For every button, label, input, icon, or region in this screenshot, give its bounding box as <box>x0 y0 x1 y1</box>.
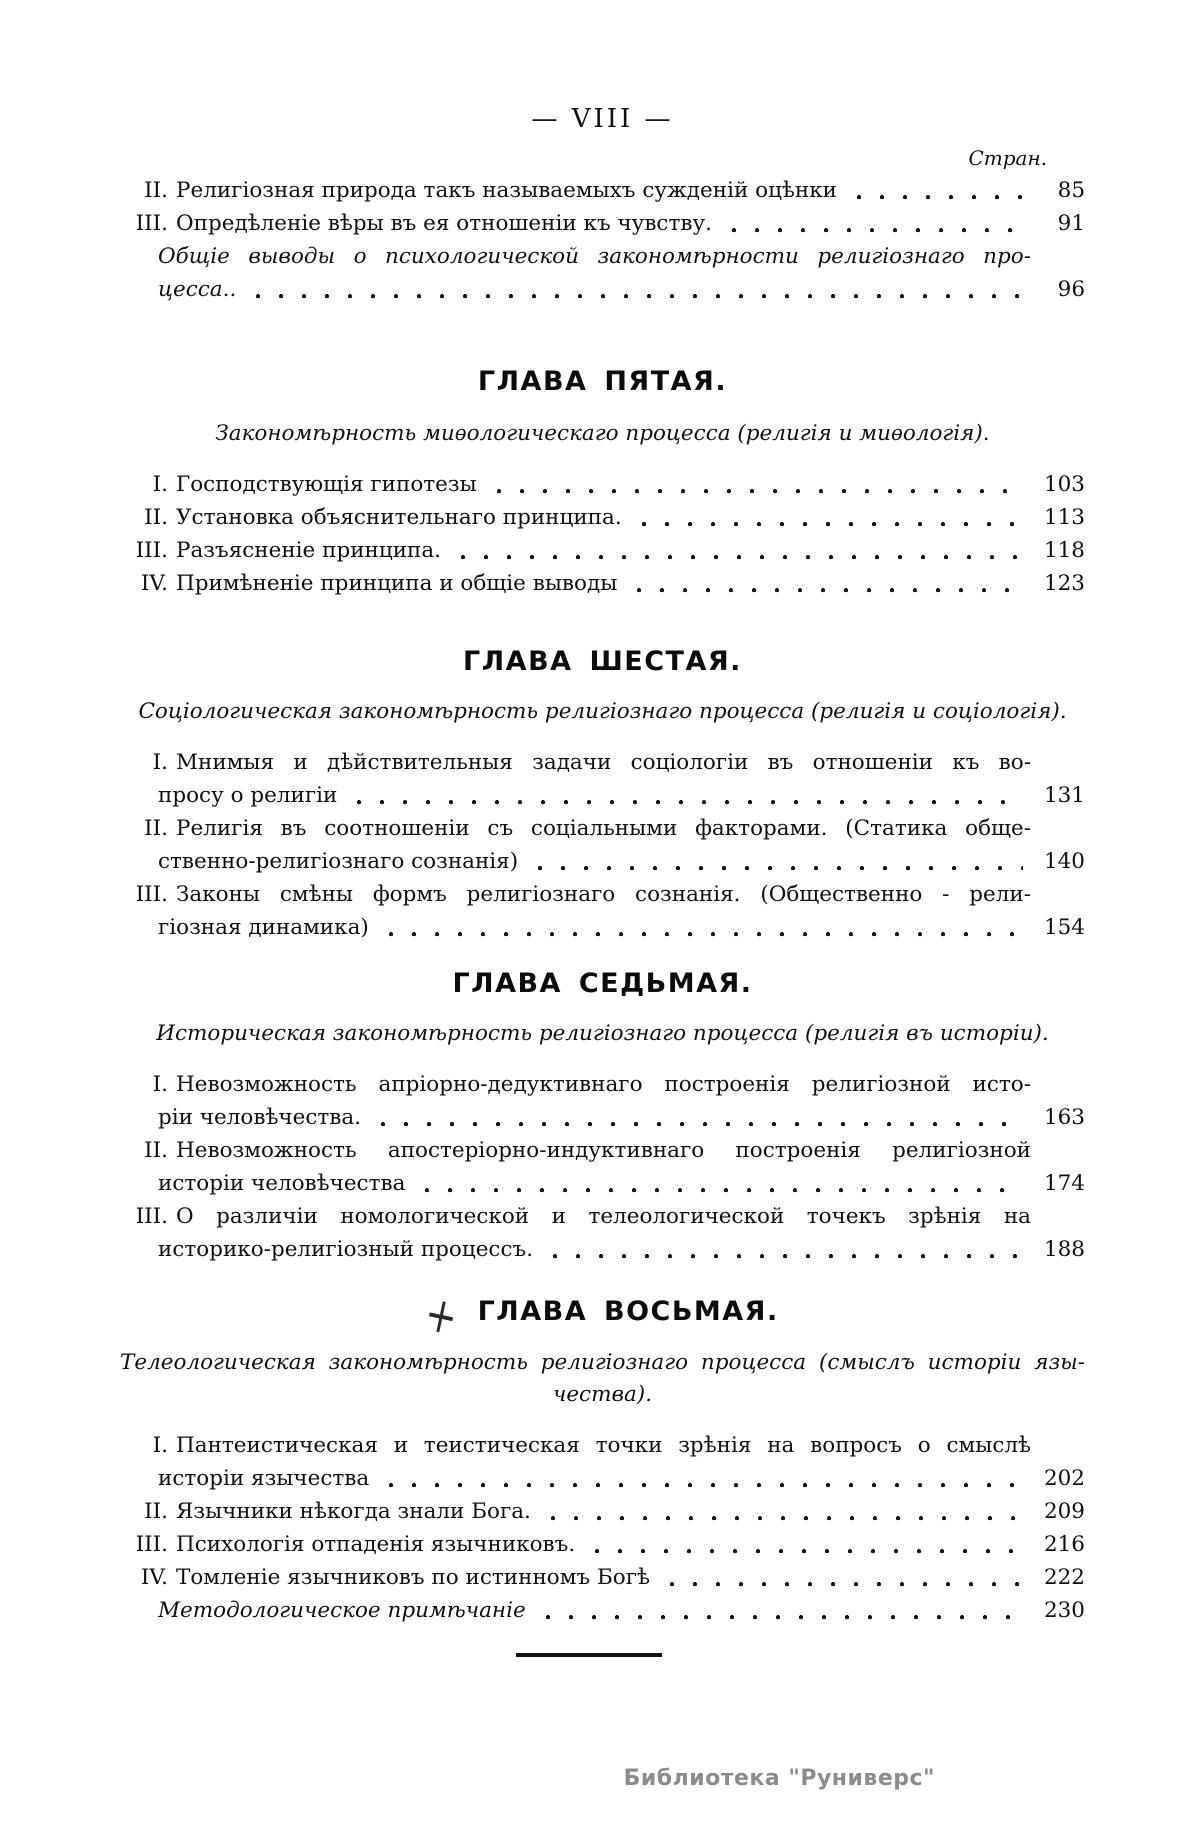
toc-entry <box>120 240 1085 273</box>
chapter-heading: ГЛАВА СЕДЬМАЯ. <box>452 968 753 999</box>
dot-leader <box>660 1561 1023 1594</box>
toc-entry-continuation <box>120 779 1085 812</box>
entry-text: Установка объяснительнаго принципа. <box>176 505 622 530</box>
entry-text: Методологическое примѣчаніе <box>158 1598 526 1623</box>
chapter-subtitle <box>120 1347 1085 1411</box>
entry-text: Язычники нѣкогда знали Бога. <box>176 1499 531 1524</box>
chapter-heading: ГЛАВА ШЕСТАЯ. <box>463 646 742 677</box>
entry-text: цесса.. <box>158 277 237 302</box>
chapter-section <box>120 364 1085 600</box>
chapter-subtitle-line: Телеологическая закономѣрность религіознаго процесса (смыслъ исторіи язы- <box>120 1350 1085 1375</box>
chapter-heading-row <box>120 1284 1085 1347</box>
entry-page-number: 222 <box>1043 1565 1085 1590</box>
entry-page-number: 154 <box>1043 915 1085 940</box>
entry-text: гіозная динамика) <box>158 915 369 940</box>
entry-page-number: 113 <box>1043 505 1085 530</box>
dot-leader <box>543 1233 1023 1266</box>
toc-entry <box>120 878 1085 911</box>
section-divider <box>516 1653 662 1657</box>
dot-leader <box>847 174 1023 207</box>
toc-entry <box>120 1594 1085 1627</box>
entry-numeral: IV. <box>140 1565 168 1590</box>
entry-numeral: III. <box>135 211 168 236</box>
page-number-roman: — VIII — <box>531 104 674 134</box>
entry-text: Господствующія гипотезы <box>176 472 477 497</box>
dot-leader <box>246 273 1023 306</box>
toc-intro-section <box>120 174 1085 306</box>
entry-text: Невозможность апріорно-дедуктивнаго построенія религіозной исто- <box>176 1072 1031 1097</box>
dot-leader <box>632 501 1023 534</box>
entry-page-number: 174 <box>1043 1171 1085 1196</box>
toc-entry <box>120 567 1085 600</box>
toc-entry <box>120 534 1085 567</box>
toc-entry <box>120 746 1085 779</box>
entry-numeral: III. <box>135 882 168 907</box>
dot-leader <box>528 845 1023 878</box>
entry-text: Мнимыя и дѣйствительныя задачи соціологіи въ отношеніи къ во- <box>176 750 1031 775</box>
toc-entry <box>120 468 1085 501</box>
toc-entry <box>120 1429 1085 1462</box>
entry-numeral: I. <box>152 472 168 497</box>
entry-text: О различіи номологической и телеологической точекъ зрѣнія на <box>176 1204 1031 1229</box>
chapter-entries <box>120 1068 1085 1266</box>
chapter-subtitle-line: чества). <box>552 1382 653 1407</box>
entry-page-number: 131 <box>1043 783 1085 808</box>
entry-numeral: II. <box>144 505 168 530</box>
entry-page-number: 123 <box>1043 571 1085 596</box>
dot-leader <box>379 1462 1023 1495</box>
library-watermark: Библиотека "Руниверс" <box>623 1766 935 1791</box>
entry-page-number: 202 <box>1043 1466 1085 1491</box>
dot-leader <box>541 1495 1023 1528</box>
toc-entry-continuation <box>120 1462 1085 1495</box>
chapter-subtitle: Закономѣрность миѳологическаго процесса (религія и миѳологія). <box>215 421 990 446</box>
chapter-entries <box>120 468 1085 600</box>
entry-numeral: III. <box>135 538 168 563</box>
toc-entry <box>120 1561 1085 1594</box>
chapter-section <box>120 966 1085 1266</box>
toc-entry <box>120 1528 1085 1561</box>
page-column-label: Стран. <box>968 146 1047 170</box>
chapter-heading: ГЛАВА ПЯТАЯ. <box>477 366 728 397</box>
toc-entry-continuation <box>120 1101 1085 1134</box>
chapter-subtitle: Соціологическая закономѣрность религіознаго процесса (религія и соціологія). <box>138 699 1067 724</box>
chapter-entries <box>120 1429 1085 1627</box>
pencil-cross-mark: + <box>420 1284 465 1347</box>
entry-text: Общіе выводы о психологической закономѣрности религіознаго про- <box>158 244 1031 269</box>
entry-text: Законы смѣны формъ религіознаго сознанія. (Общественно - рели- <box>176 882 1031 907</box>
entry-page-number: 188 <box>1043 1237 1085 1262</box>
entry-text: Психологія отпаденія язычниковъ. <box>176 1532 576 1557</box>
dot-leader <box>379 911 1023 944</box>
entry-text: Томленіе язычниковъ по истинномъ Богѣ <box>176 1565 650 1590</box>
entry-text: Пантеистическая и теистическая точки зрѣнія на вопросъ о смыслѣ <box>176 1433 1031 1458</box>
entry-page-number: 163 <box>1043 1105 1085 1130</box>
entry-numeral: II. <box>144 1138 168 1163</box>
toc-entry <box>120 207 1085 240</box>
dot-leader <box>722 207 1023 240</box>
dot-leader <box>451 534 1023 567</box>
dot-leader <box>487 468 1023 501</box>
entry-numeral: II. <box>144 178 168 203</box>
entry-text: историко-религіозный процессъ. <box>158 1237 534 1262</box>
entry-numeral: II. <box>144 1499 168 1524</box>
entry-page-number: 96 <box>1057 277 1085 302</box>
entry-numeral: I. <box>152 750 168 775</box>
entry-page-number: 230 <box>1043 1598 1085 1623</box>
entry-numeral: I. <box>152 1433 168 1458</box>
entry-numeral: IV. <box>140 571 168 596</box>
toc-entry <box>120 1134 1085 1167</box>
toc-entry <box>120 1495 1085 1528</box>
entry-text: Примѣненіе принципа и общіе выводы <box>176 571 618 596</box>
entry-page-number: 216 <box>1043 1532 1085 1557</box>
toc-entry-continuation <box>120 845 1085 878</box>
entry-page-number: 118 <box>1043 538 1085 563</box>
toc-entry <box>120 174 1085 207</box>
entry-numeral: III. <box>135 1532 168 1557</box>
toc-entry-continuation <box>120 911 1085 944</box>
toc-entry-continuation <box>120 273 1085 306</box>
entry-text: просу о религіи <box>158 783 338 808</box>
dot-leader <box>347 779 1023 812</box>
entry-page-number: 103 <box>1043 472 1085 497</box>
entry-text: Религіозная природа такъ называемыхъ сужденій оцѣнки <box>176 178 837 203</box>
entry-page-number: 209 <box>1043 1499 1085 1524</box>
entry-text: Религія въ соотношеніи съ соціальными факторами. (Статика обще- <box>176 816 1031 841</box>
entry-text: Разъясненіе принципа. <box>176 538 442 563</box>
chapter-subtitle: Историческая закономѣрность религіознаго процесса (религія въ исторіи). <box>156 1021 1049 1046</box>
entry-text: Невозможность апостеріорно-индуктивнаго построенія религіозной <box>176 1138 1031 1163</box>
toc-entry <box>120 501 1085 534</box>
chapter-heading: ГЛАВА ВОСЬМАЯ. <box>477 1296 779 1327</box>
entry-text: Опредѣленіе вѣры въ ея отношеніи къ чувству. <box>176 211 712 236</box>
dot-leader <box>536 1594 1023 1627</box>
entry-numeral: I. <box>152 1072 168 1097</box>
dot-leader <box>371 1101 1023 1134</box>
toc-entry-continuation <box>120 1233 1085 1266</box>
entry-text: исторіи человѣчества <box>158 1171 406 1196</box>
entry-page-number: 91 <box>1057 211 1085 236</box>
chapter-entries <box>120 746 1085 944</box>
toc-entry-continuation <box>120 1167 1085 1200</box>
entry-page-number: 140 <box>1043 849 1085 874</box>
entry-text: исторіи язычества <box>158 1466 370 1491</box>
dot-leader <box>627 567 1023 600</box>
entry-page-number: 85 <box>1057 178 1085 203</box>
chapter-section <box>120 644 1085 944</box>
entry-text: ственно-религіознаго сознанія) <box>158 849 519 874</box>
toc-entry <box>120 1200 1085 1233</box>
toc-entry <box>120 1068 1085 1101</box>
entry-text: ріи человѣчества. <box>158 1105 362 1130</box>
toc-entry <box>120 812 1085 845</box>
entry-numeral: II. <box>144 816 168 841</box>
dot-leader <box>415 1167 1023 1200</box>
dot-leader <box>585 1528 1023 1561</box>
chapter-section <box>120 1284 1085 1627</box>
entry-numeral: III. <box>135 1204 168 1229</box>
